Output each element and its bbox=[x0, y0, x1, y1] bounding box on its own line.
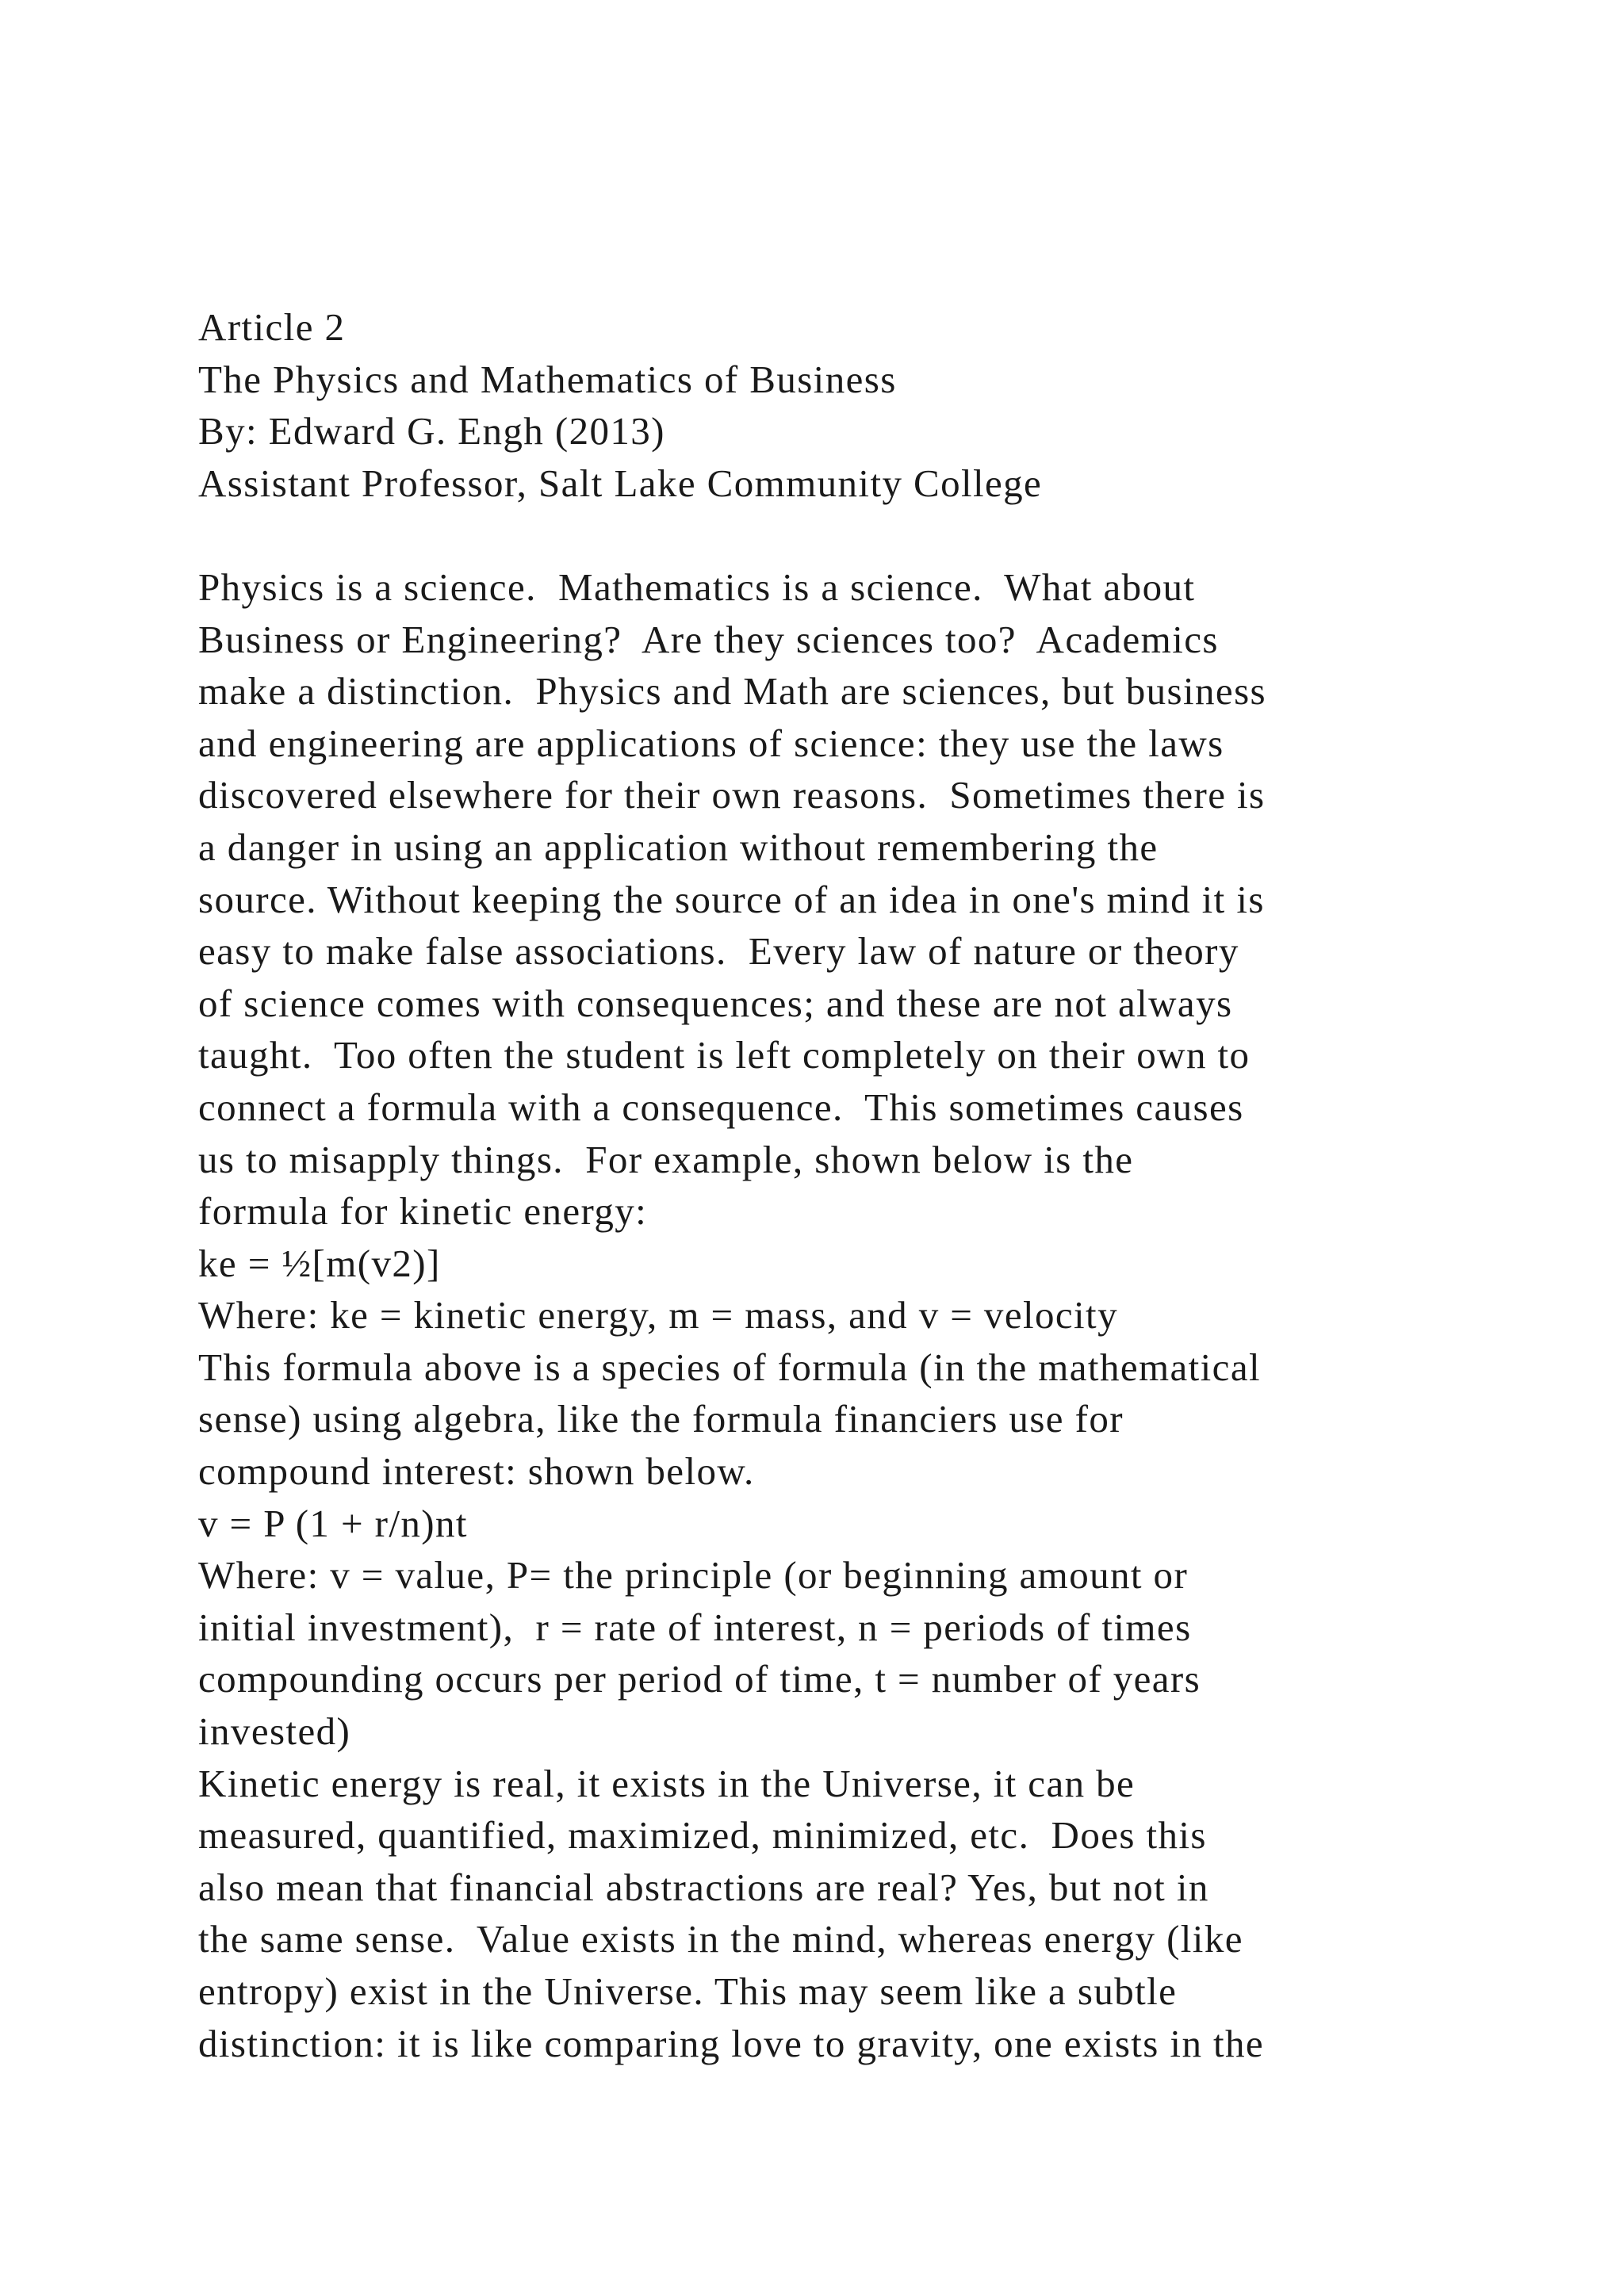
body-line: Business or Engineering? Are they sciences too? Academics bbox=[198, 617, 1219, 661]
body-line: taught. Too often the student is left completely on their own to bbox=[198, 1033, 1251, 1077]
body-line: sense) using algebra, like the formula financiers use for bbox=[198, 1397, 1124, 1441]
body-line: source. Without keeping the source of an idea in one's mind it is bbox=[198, 877, 1265, 921]
body-line: discovered elsewhere for their own reasons. Sometimes there is bbox=[198, 773, 1266, 817]
body-line: connect a formula with a consequence. This sometimes causes bbox=[198, 1085, 1244, 1129]
body-line: This formula above is a species of formula (in the mathematical bbox=[198, 1345, 1261, 1389]
body-line: initial investment), r = rate of interest, n = periods of times bbox=[198, 1605, 1192, 1649]
compound-interest-formula: v = P (1 + r/n)nt bbox=[198, 1501, 468, 1545]
blank-line bbox=[198, 509, 1507, 561]
kinetic-energy-formula: ke = ½[m(v2)] bbox=[198, 1241, 441, 1285]
article-title: The Physics and Mathematics of Business bbox=[198, 357, 897, 401]
body-line: measured, quantified, maximized, minimized, etc. Does this bbox=[198, 1813, 1207, 1858]
body-line: the same sense. Value exists in the mind, whereas energy (like bbox=[198, 1917, 1243, 1961]
document-text bbox=[198, 301, 1507, 2069]
body-line: and engineering are applications of science: they use the laws bbox=[198, 721, 1224, 765]
body-line: us to misapply things. For example, shown below is the bbox=[198, 1137, 1134, 1181]
body-line: of science comes with consequences; and these are not always bbox=[198, 981, 1233, 1025]
body-line: distinction: it is like comparing love to gravity, one exists in the bbox=[198, 2021, 1265, 2065]
body-line: Where: v = value, P= the principle (or beginning amount or bbox=[198, 1553, 1189, 1598]
body-line: Kinetic energy is real, it exists in the Universe, it can be bbox=[198, 1761, 1136, 1805]
body-line: formula for kinetic energy: bbox=[198, 1189, 648, 1234]
body-line: also mean that financial abstractions are real? Yes, but not in bbox=[198, 1865, 1209, 1909]
article-number: Article 2 bbox=[198, 305, 346, 349]
body-line: Where: ke = kinetic energy, m = mass, and v = velocity bbox=[198, 1293, 1118, 1337]
author-affiliation: Assistant Professor, Salt Lake Community College bbox=[198, 461, 1043, 505]
body-line: Physics is a science. Mathematics is a science. What about bbox=[198, 564, 1196, 609]
body-line: entropy) exist in the Universe. This may seem like a subtle bbox=[198, 1969, 1178, 2013]
body-line: easy to make false associations. Every law of nature or theory bbox=[198, 929, 1239, 974]
body-line: invested) bbox=[198, 1709, 351, 1754]
body-line: make a distinction. Physics and Math are sciences, but business bbox=[198, 669, 1267, 714]
body-line: compound interest: shown below. bbox=[198, 1449, 755, 1494]
body-line: a danger in using an application without remembering the bbox=[198, 825, 1159, 869]
author-line: By: Edward G. Engh (2013) bbox=[198, 409, 665, 453]
body-line: compounding occurs per period of time, t = number of years bbox=[198, 1657, 1201, 1701]
